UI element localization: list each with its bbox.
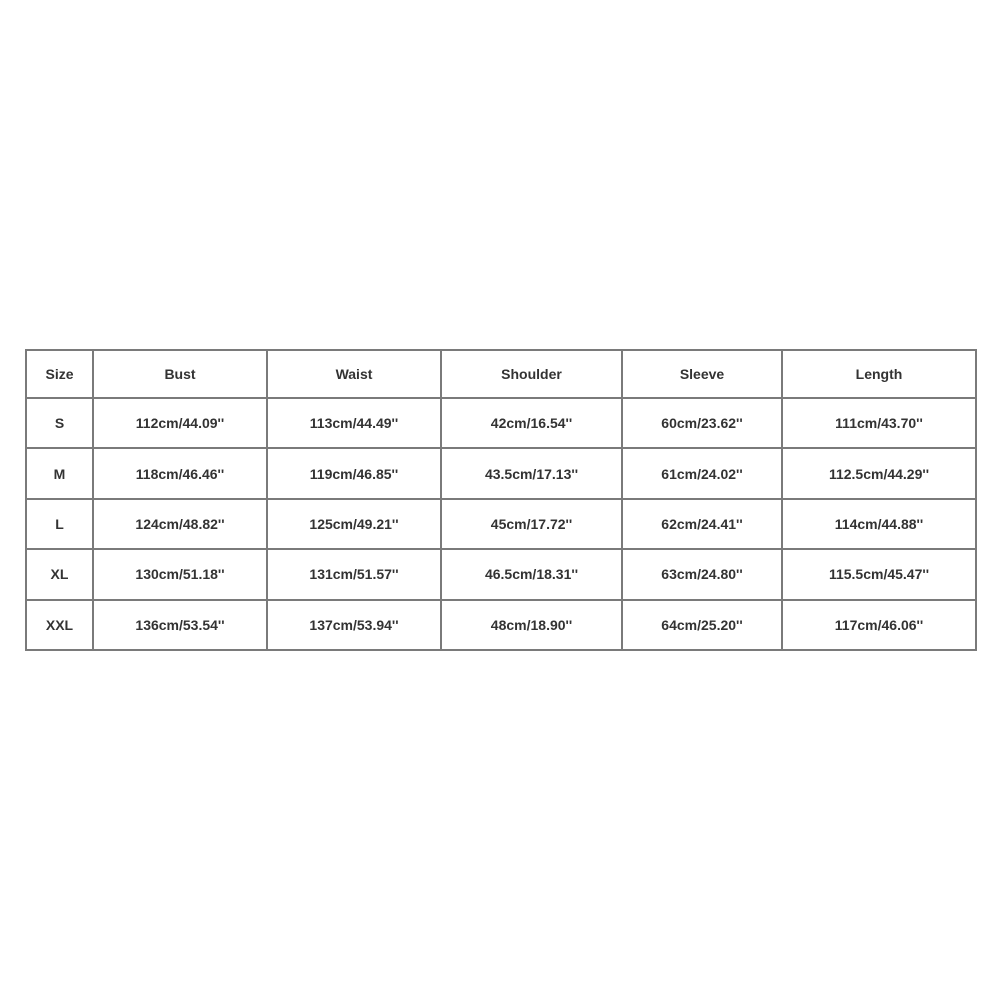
cell-length: 117cm/46.06'' [782, 600, 976, 650]
header-waist: Waist [267, 350, 441, 398]
table-row [26, 398, 976, 448]
cell-shoulder: 45cm/17.72'' [441, 499, 622, 549]
cell-waist: 131cm/51.57'' [267, 549, 441, 599]
cell-bust: 124cm/48.82'' [93, 499, 267, 549]
cell-length: 112.5cm/44.29'' [782, 448, 976, 498]
cell-waist: 125cm/49.21'' [267, 499, 441, 549]
cell-size: XL [26, 549, 93, 599]
header-sleeve: Sleeve [622, 350, 782, 398]
cell-size: XXL [26, 600, 93, 650]
cell-shoulder: 42cm/16.54'' [441, 398, 622, 448]
cell-sleeve: 61cm/24.02'' [622, 448, 782, 498]
table-row [26, 600, 976, 650]
cell-waist: 137cm/53.94'' [267, 600, 441, 650]
cell-waist: 113cm/44.49'' [267, 398, 441, 448]
table-row [26, 499, 976, 549]
cell-size: M [26, 448, 93, 498]
cell-length: 114cm/44.88'' [782, 499, 976, 549]
cell-size: S [26, 398, 93, 448]
cell-bust: 118cm/46.46'' [93, 448, 267, 498]
header-length: Length [782, 350, 976, 398]
table-header-row [26, 350, 976, 398]
cell-length: 115.5cm/45.47'' [782, 549, 976, 599]
cell-sleeve: 64cm/25.20'' [622, 600, 782, 650]
cell-size: L [26, 499, 93, 549]
cell-waist: 119cm/46.85'' [267, 448, 441, 498]
header-size: Size [26, 350, 93, 398]
cell-shoulder: 48cm/18.90'' [441, 600, 622, 650]
cell-bust: 112cm/44.09'' [93, 398, 267, 448]
header-bust: Bust [93, 350, 267, 398]
table-row [26, 549, 976, 599]
table-row [26, 448, 976, 498]
cell-bust: 130cm/51.18'' [93, 549, 267, 599]
cell-shoulder: 46.5cm/18.31'' [441, 549, 622, 599]
cell-shoulder: 43.5cm/17.13'' [441, 448, 622, 498]
cell-bust: 136cm/53.54'' [93, 600, 267, 650]
cell-sleeve: 60cm/23.62'' [622, 398, 782, 448]
cell-sleeve: 63cm/24.80'' [622, 549, 782, 599]
cell-sleeve: 62cm/24.41'' [622, 499, 782, 549]
size-chart-table [25, 349, 977, 651]
header-shoulder: Shoulder [441, 350, 622, 398]
cell-length: 111cm/43.70'' [782, 398, 976, 448]
